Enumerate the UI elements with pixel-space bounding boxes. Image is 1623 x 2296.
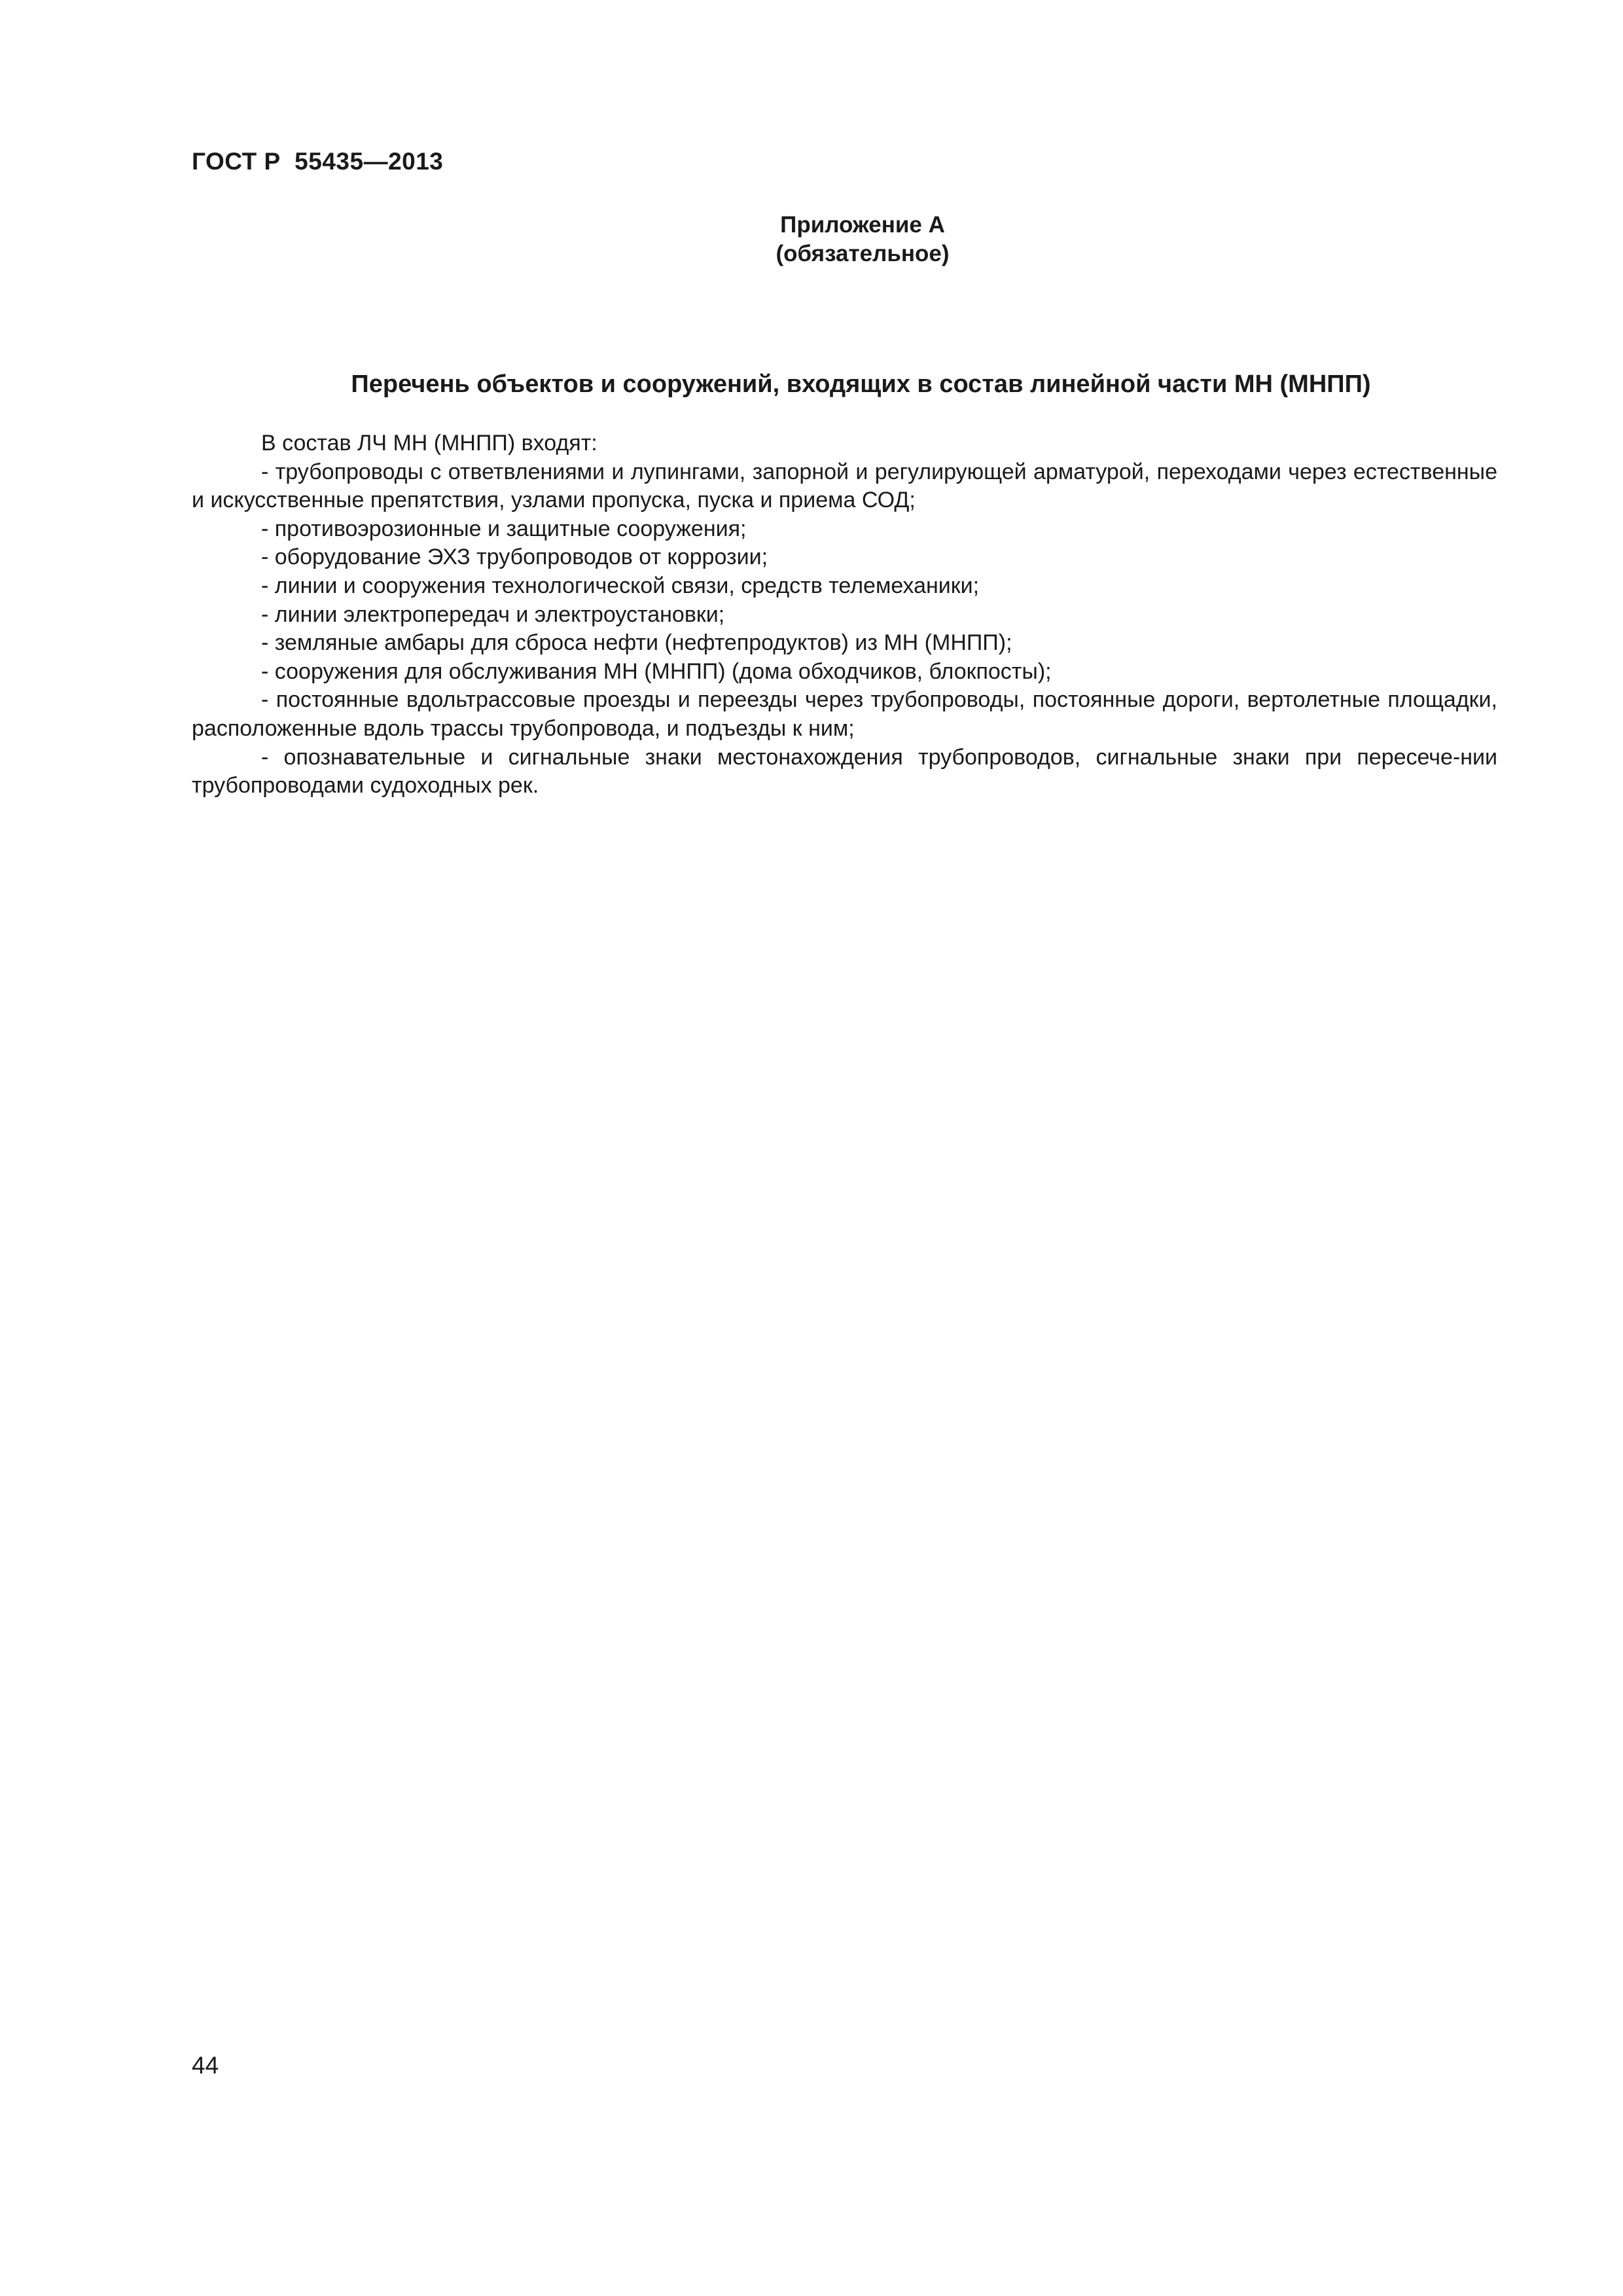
list-item: - опознавательные и сигнальные знаки местонахождения трубопроводов, сигнальные знаки при пересече-нии трубопроводами судоходных рек. <box>192 744 1497 798</box>
annex-title: Приложение А <box>780 212 945 238</box>
list-item: - оборудование ЭХЗ трубопроводов от коррозии; <box>261 545 768 570</box>
body-text <box>192 429 1497 800</box>
list-item: - линии электропередач и электроустановки; <box>261 601 725 627</box>
list-item: - трубопроводы с ответвлениями и лупингами, запорной и регулирующей арматурой, переходами через естественные и искусственные препятствия, узлами пропуска, пуска и приема СОД; <box>192 459 1497 513</box>
intro-paragraph: В состав ЛЧ МН (МНПП) входят: <box>261 431 597 456</box>
page-number: 44 <box>192 2052 219 2079</box>
annex-status: (обязательное) <box>776 241 950 266</box>
list-item: - линии и сооружения технологической связи, средств телемеханики; <box>261 573 980 598</box>
list-item: - противоэрозионные и защитные сооружения; <box>261 516 747 541</box>
list-item: - сооружения для обслуживания МН (МНПП) (дома обходчиков, блокпосты); <box>261 658 1052 684</box>
document-code-header: ГОСТ Р 55435—2013 <box>192 148 444 175</box>
annex-caption <box>192 211 1497 268</box>
section-heading: Перечень объектов и сооружений, входящих в состав линейной части МН (МНПП) <box>351 370 1371 398</box>
list-item: - земляные амбары для сброса нефти (нефтепродуктов) из МН (МНПП); <box>261 630 1012 656</box>
list-item: - постоянные вдольтрассовые проезды и переезды через трубопроводы, постоянные дороги, вертолетные площадки, расположенные вдоль трассы трубопровода, и подъезды к ним; <box>192 687 1497 741</box>
